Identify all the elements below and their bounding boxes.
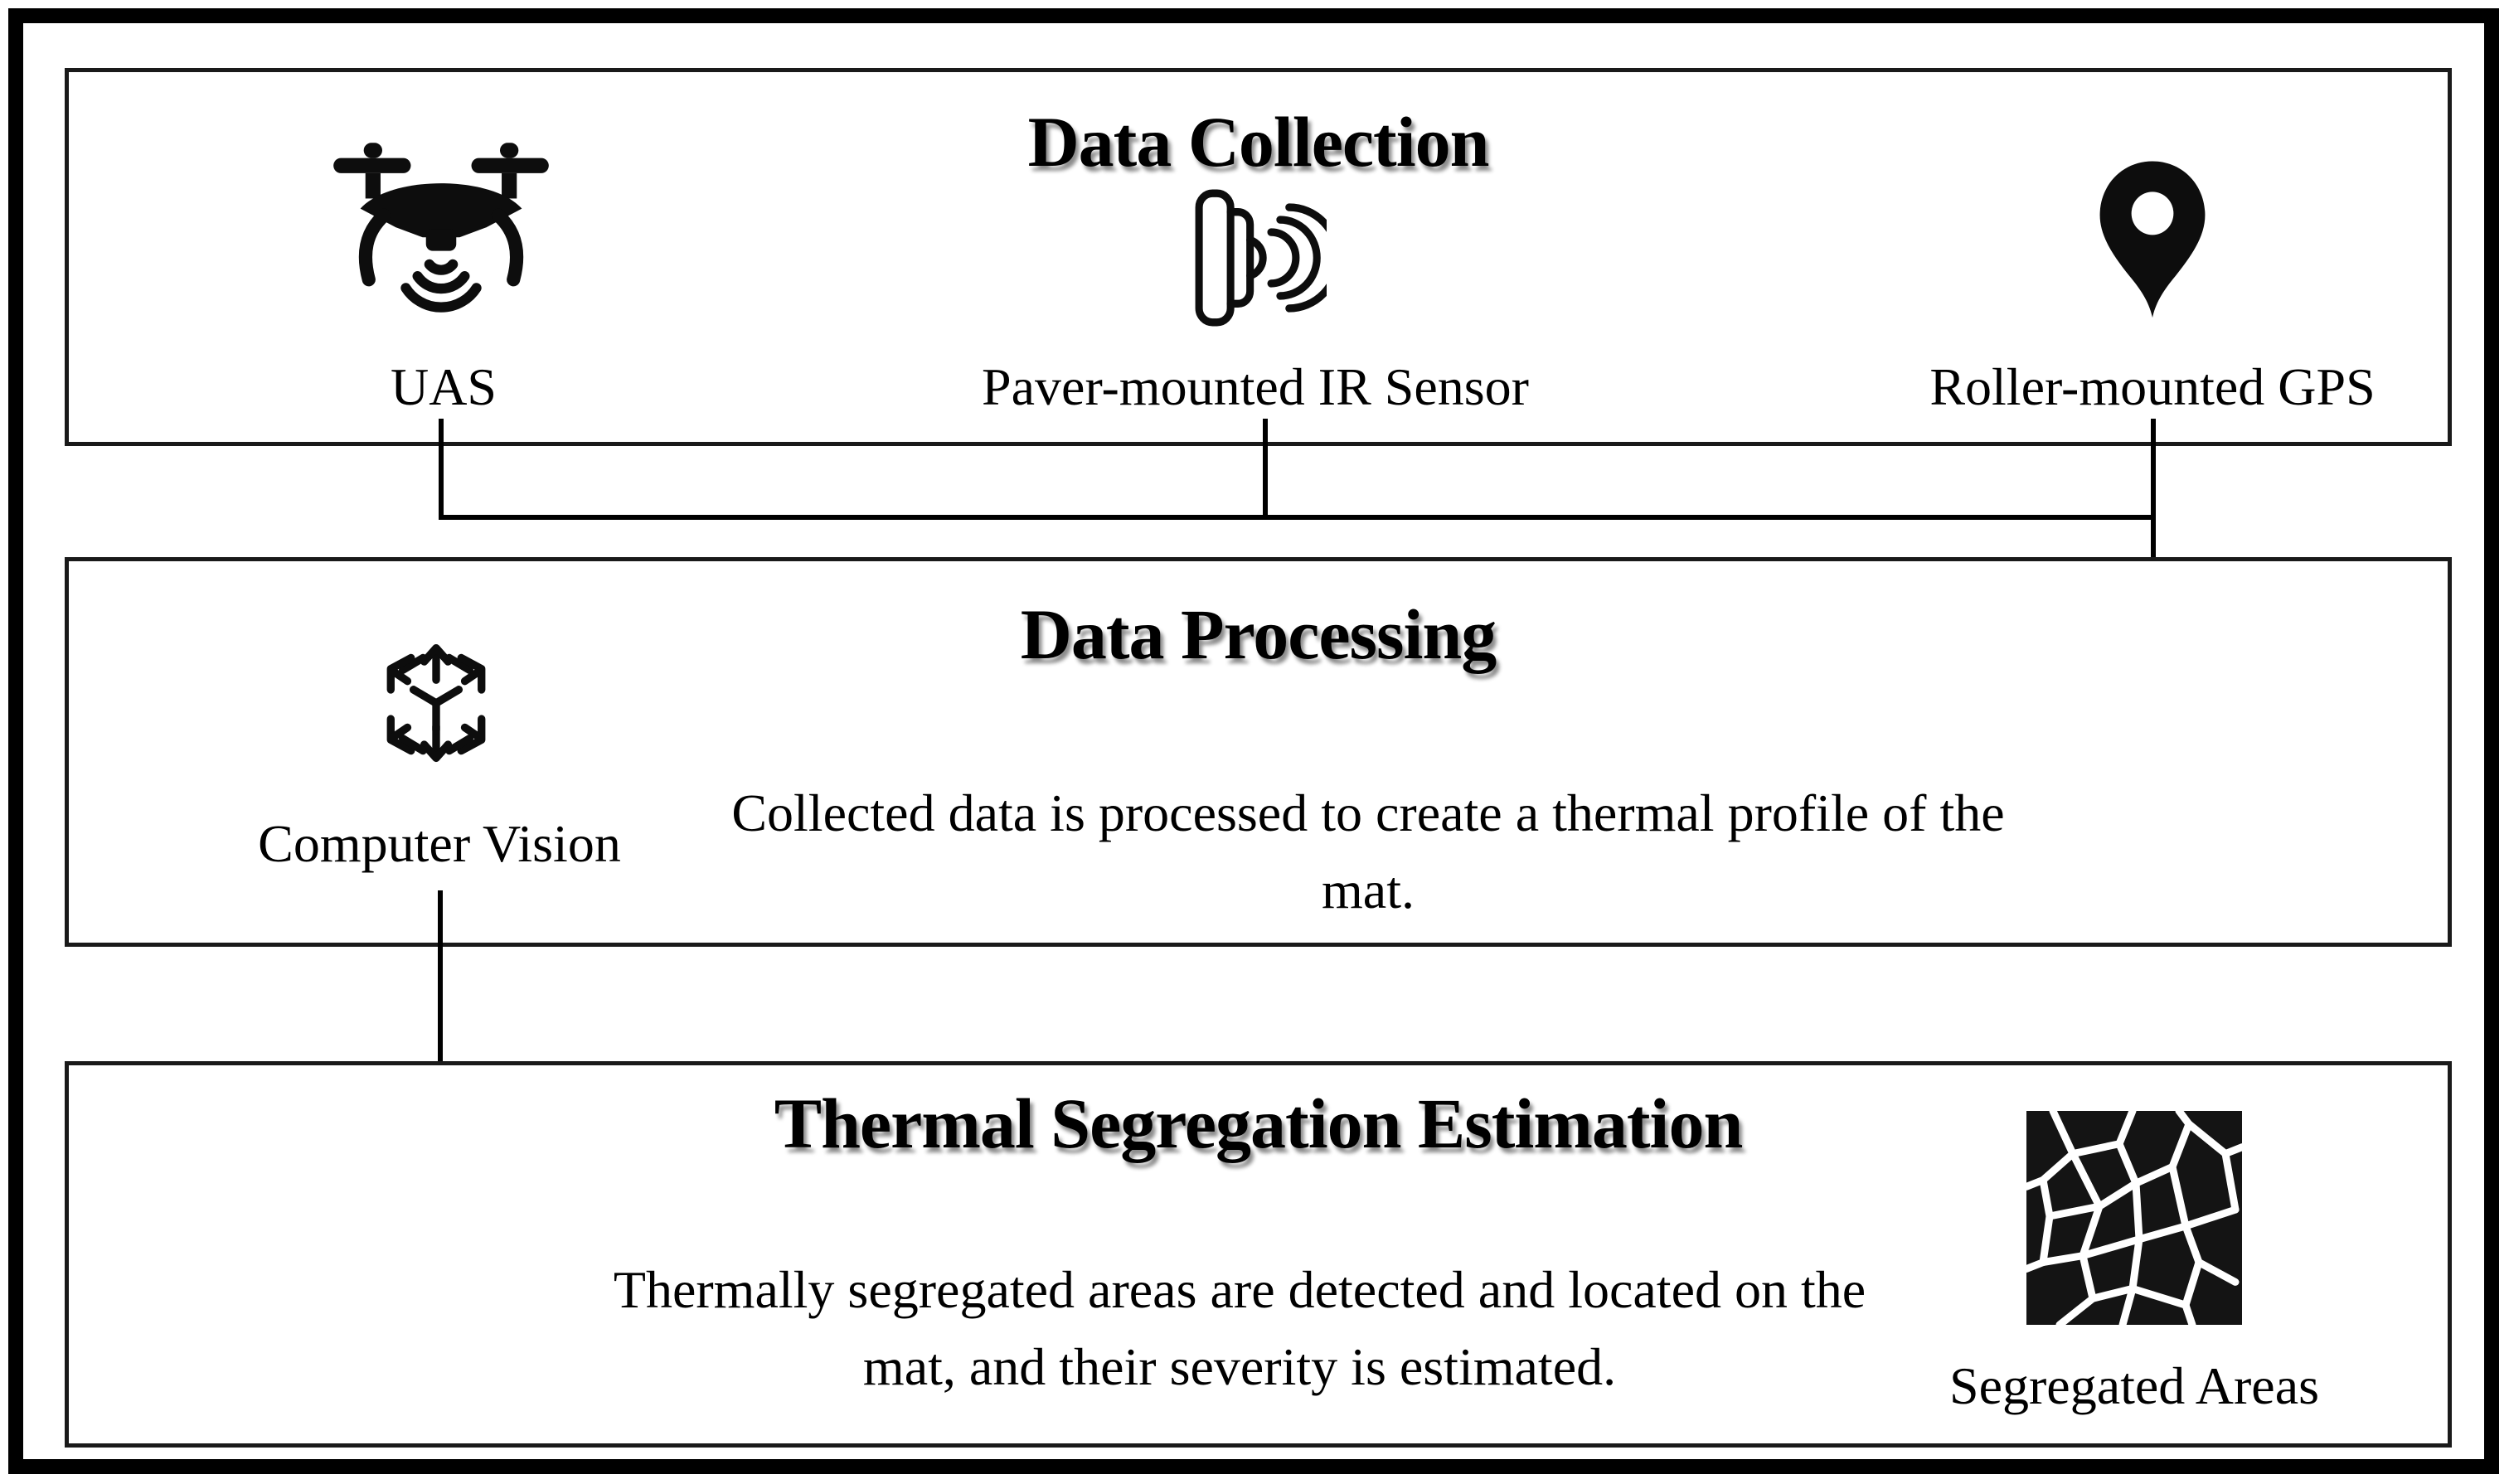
connector-uas-stub <box>439 419 444 520</box>
estimation-description-line-1: Thermally segregated areas are detected and located on the <box>613 1260 1866 1319</box>
processing-description <box>614 775 2123 929</box>
stage-title-thermal-segregation-estimation: Thermal Segregation Estimation <box>774 1084 1743 1163</box>
ir-sensor-label: Paver-mounted IR Sensor <box>982 357 1529 416</box>
segregated-areas-image <box>2026 1111 2242 1325</box>
estimation-description <box>489 1252 1990 1406</box>
computer-vision-label: Computer Vision <box>258 814 621 873</box>
ar-cube-icon <box>376 638 496 773</box>
estimation-description-line-2: mat, and their severity is estimated. <box>862 1336 1617 1396</box>
ir-sensor-icon <box>1184 184 1327 332</box>
processing-description-line-2: mat. <box>1322 860 1415 919</box>
drone-icon <box>323 131 559 317</box>
connector-ir-sensor-stub <box>1263 419 1268 520</box>
stage-title-data-collection: Data Collection <box>1027 102 1489 182</box>
connector-bus-line <box>439 515 2156 520</box>
uas-label: UAS <box>390 357 497 416</box>
gps-pin-icon <box>2091 156 2214 327</box>
processing-description-line-1: Collected data is processed to create a thermal profile of the <box>731 783 2005 842</box>
segregated-areas-label: Segregated Areas <box>1948 1356 2320 1415</box>
gps-label: Roller-mounted GPS <box>1929 357 2376 416</box>
stage-title-data-processing: Data Processing <box>1020 594 1497 674</box>
